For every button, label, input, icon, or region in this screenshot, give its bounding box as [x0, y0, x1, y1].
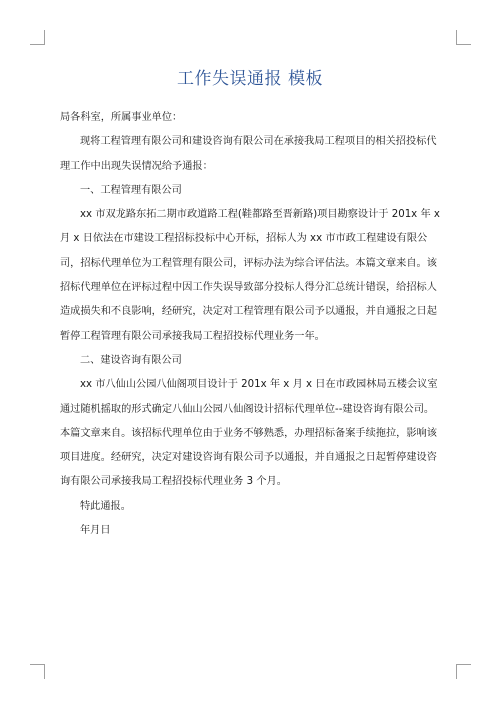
- closing-line: 特此通报。: [80, 500, 131, 512]
- section-2-body: xx 市八仙山公园八仙阁项目设计于 201x 年 x 月 x 日在市政园林局五楼会议室通过随机摇取的形式确定八仙山公园八仙阁设计招标代理单位--建设咨询有限公司。本篇文章来自。该招标代理单位由于业务不够熟悉，办理招标备案手续拖拉，影响该项目进度。经研究，决定对建设咨询有限公司予以通报，并自通报之日起暂停建设咨询有限公司承接我局工程招投标代理业务 3 个月。: [60, 379, 438, 488]
- section-1-body: xx 市双龙路东拓二期市政道路工程(鞋都路至晋新路)项目勘察设计于 201x 年 x 月 x 日依法在市建设工程招标投标中心开标，招标人为 xx 市市政工程建设有限公司，招标代理单位为工程管理有限公司，评标办法为综合评估法。本篇文章来自。该招标代理单位在评标过程中因工作失误导致部分投标人得分汇总统计错误，给招标人造成损失和不良影响，经研究，决定对工程管理有限公司予以通报，并自通报之日起暂停工程管理有限公司承接我局工程招投标代理业务一年。: [60, 209, 440, 342]
- crop-mark-bottom-left: [30, 664, 45, 679]
- document-title: 工作失误通报 模板: [177, 69, 323, 89]
- section-1-heading: 一、工程管理有限公司: [80, 184, 182, 196]
- document-body: [60, 106, 440, 543]
- crop-mark-top-left: [30, 30, 45, 45]
- section-2-heading: 二、建设咨询有限公司: [80, 354, 182, 366]
- intro-paragraph: 现将工程管理有限公司和建设咨询有限公司在承接我局工程项目的相关招投标代理工作中出现失误情况给予通报：: [60, 136, 437, 172]
- crop-mark-bottom-right: [456, 664, 471, 679]
- crop-mark-top-right: [456, 30, 471, 45]
- salutation: 局各科室，所属事业单位：: [60, 112, 183, 123]
- date-line: 年月日: [80, 525, 111, 537]
